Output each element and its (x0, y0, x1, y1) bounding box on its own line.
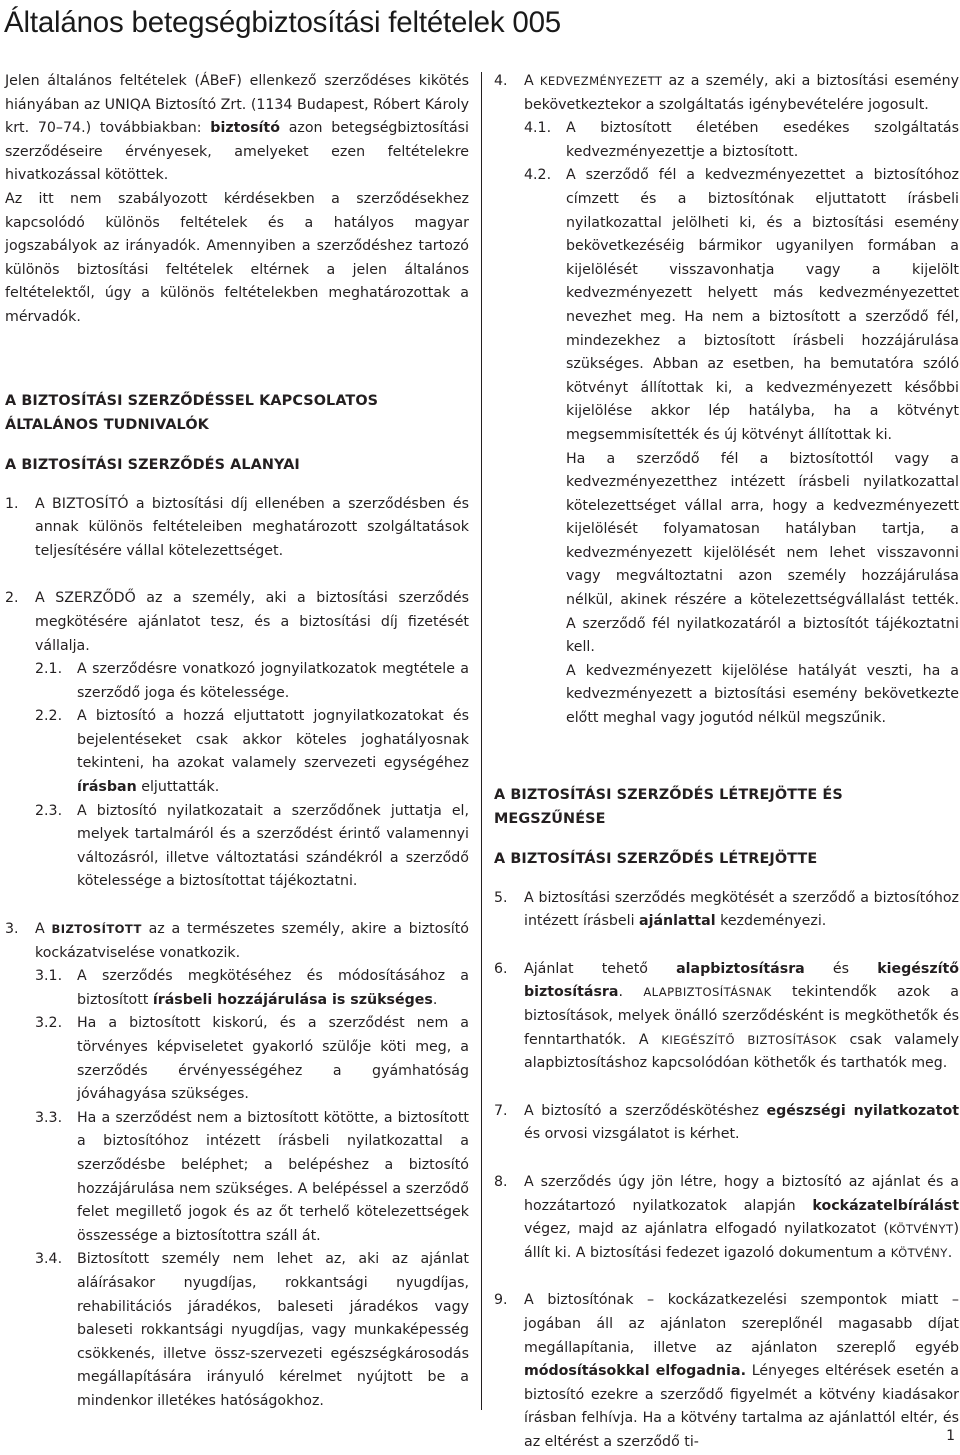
list-item-3-3: 3.3. Ha a szerződést nem a biztosított kötötte, a biztosított a biztosítóhoz intézett írásbeli nyilatkozattal a szerződésbe beléphet; a belépéshez a biztosító hozzájárulása nem szükséges. A belépéssel a szerződő felet megillető jogok és az őt terhelő kötelezettségek összessége a biztosítottra száll át. (35, 1109, 469, 1244)
list-item-2-3: 2.3. A biztosító nyilatkozatait a szerződőnek juttatja el, melyek tartalmáról és a szerződést érintő valamennyi változásról, illetve változtatási szándékról a szerződő kötelessége a biztosítottat tájékoztatni. (35, 802, 469, 890)
section-heading-parties: A BIZTOSÍTÁSI SZERZŐDÉS ALANYAI (5, 456, 300, 473)
document-title: Általános betegségbiztosítási feltételek 005 (4, 6, 561, 39)
list-item-1: 1. A BIZTOSÍTÓ a biztosítási díj ellenében a szerződésben és annak különös feltételeiben meghatározott szolgáltatások teljesítésére vállal kötelezettséget. (5, 495, 469, 559)
list-item-4: 4. A KEDVEZMÉNYEZETT az a személy, aki a biztosítási esemény bekövetkeztekor a szolgáltatás igénybevételére jogosult. (494, 73, 959, 113)
section-heading-formation: A BIZTOSÍTÁSI SZERZŐDÉS LÉTREJÖTTE (494, 850, 818, 867)
intro-paragraph-1: Jelen általános feltételek (ÁBeF) ellenkező szerződéses kikötés hiányában az UNIQA Biztosító Zrt. (1134 Budapest, Róbert Károly krt. 70–74.) továbbiakban: biztosító azon betegségbiztosítási szerződéseire érvényesek, amelyeket ezen feltételekre hivatkozással kötöttek. (5, 73, 469, 184)
right-column (494, 70, 959, 1455)
list-item-6: 6. Ajánlat tehető alapbiztosításra és kiegészítő biztosításra. ALAPBIZTOSÍTÁSNAK tekintendők azok a biztosítások, melyek önálló szerződésként is megköthetők és fenntarthatók. A KIEGÉSZÍTŐ BIZTOSÍTÁSOK csak valamely alapbiztosításhoz kapcsolódóan köthetők és tarthatók meg. (494, 960, 960, 1072)
page-number: 1 (946, 1428, 955, 1444)
list-item-4-2: 4.2. A szerződő fél a kedvezményezettet a biztosítóhoz címzett és a biztosítónak eljuttatott írásbeli nyilatkozattal jelölheti ki, és a biztosítási esemény bekövetkezéséig bármikor ugyanilyen formában a kijelölését visszavonhatja vagy a kijelölt kedvezményezett helyett más kedvezményezettet nevezhet meg. Ha nem a biztosított a szerződő fél, mindezekhez a biztosított írásbeli hozzájárulása szükséges. Abban az esetben, ha bemutatóra szóló kötvényt állítottak ki, a kedvezményezett későbbi kijelölése akkor lép hatályba, ha a kötvényt megsemmisítették és új kötvényt állítottak ki. (524, 167, 959, 443)
list-item-9: 9. A biztosítónak – kockázatkezelési szempontok miatt – jogában áll az ajánlaton szereplőnél magasabb díjat megállapítania, illetve az ajánlaton szereplő egyéb módosításokkal elfogadnia. Lényeges eltérések esetén a biztosító ezekre a szerződő figyelmét a kötvény kiadásakor írásban felhívja. Ha a kötvény tartalma az ajánlattól eltér, és az eltérést a szerződő ti- (494, 1292, 959, 1450)
list-item-2-2: 2.2. A biztosító a hozzá eljuttatott jognyilatkozatokat és bejelentéseket csak akkor köteles joghatályosnak tekinteni, ha azokat valamely szervezeti egységéhez írásban eljuttatták. (35, 708, 469, 796)
left-column (5, 70, 469, 1414)
list-item-3: 3. A BIZTOSÍTOTT az a természetes személy, akire a biztosító kockázatviselése vonatkozik. (5, 921, 469, 961)
list-item-8: 8. A szerződés úgy jön létre, hogy a biztosító az ajánlat és a hozzátartozó nyilatkozatok alapján kockázatelbírálást végez, majd az ajánlatra elfogadó nyilatkozatot (KÖTVÉNYT) állít ki. A biztosítási fedezet igazoló dokumentum a KÖTVÉNY. (494, 1173, 959, 1261)
list-item-2-1: 2.1. A szerződésre vonatkozó jognyilatkozatok megtétele a szerződő joga és kötelessége. (35, 661, 469, 701)
list-item-7: 7. A biztosító a szerződéskötéshez egészségi nyilatkozatot és orvosi vizsgálatot is kérhet. (494, 1102, 959, 1143)
list-item-2: 2. A SZERZŐDŐ az a személy, aki a biztosítási szerződés megkötésére ajánlatot tesz, és a biztosítási díj fizetését vállalja. (5, 590, 469, 654)
intro-paragraph-2: Az itt nem szabályozott kérdésekben a szerződésekhez kapcsolódó különös feltételek és a hatályos magyar jogszabályok az irányadók. Amennyiben a szerződéshez tartozó különös biztosítási feltételek eltérnek a jelen általános feltételektől, úgy a különös feltételekben meghatározottak a mérvadók. (5, 190, 469, 325)
list-item-4-2-paragraph-2: Ha a szerződő fél a biztosítottól vagy a kedvezményezetthez intézett írásbeli nyilatkozattal kötelezettséget vállal arra, hogy a kedvezményezett kijelölését folyamatosan hatályban tartja, a kedvezményezett kijelölését nem lehet visszavonni vagy megváltoztatni azon személy hozzájárulása nélkül, akinek részére a kötelezettségvállalást tették. A szerződő fél nyilatkozatáról a biztosítót tájékoztatni kell. (566, 450, 959, 656)
list-item-4-2-paragraph-3: A kedvezményezett kijelölése hatályát veszti, ha a kedvezményezett a biztosítási esemény bekövetkezte előtt meghal vagy jogutód nélkül megszűnik. (566, 662, 959, 727)
list-item-4-1: 4.1. A biztosított életében esedékes szolgáltatás kedvezményezettje a biztosított. (524, 120, 959, 160)
list-item-3-4: 3.4. Biztosított személy nem lehet az, aki az ajánlat aláírásakor nyugdíjas, rokkantsági nyugdíjas, rehabilitációs járadékos, baleseti járadékos vagy baleseti rokkantsági nyugdíjas, vagy munkaképesség csökkenés, illetve össz-szervezeti egészségkárosodás megállapítására irányuló kérelmet nyújtott be a mindenkor illetékes hatóságokhoz. (35, 1251, 469, 1409)
list-item-5: 5. A biztosítási szerződés megkötését a szerződő a biztosítóhoz intézett írásbeli ajánlattal kezdeményezi. (494, 889, 959, 930)
list-item-3-2: 3.2. Ha a biztosított kiskorú, és a szerződést nem a törvényes képviseletet gyakorló szülője köti meg, a szerződés érvényességéhez a gyámhatóság jóváhagyása szükséges. (35, 1015, 469, 1103)
column-divider (481, 72, 482, 1410)
section-heading-general: A BIZTOSÍTÁSI SZERZŐDÉSSEL KAPCSOLATOS ÁLTALÁNOS TUDNIVALÓK (5, 392, 379, 433)
list-item-3-1: 3.1. A szerződés megkötéséhez és módosításához a biztosított írásbeli hozzájárulása is szükséges. (35, 968, 469, 1008)
section-heading-formation-termination: A BIZTOSÍTÁSI SZERZŐDÉS LÉTREJÖTTE ÉS MEGSZŰNÉSE (494, 786, 843, 827)
